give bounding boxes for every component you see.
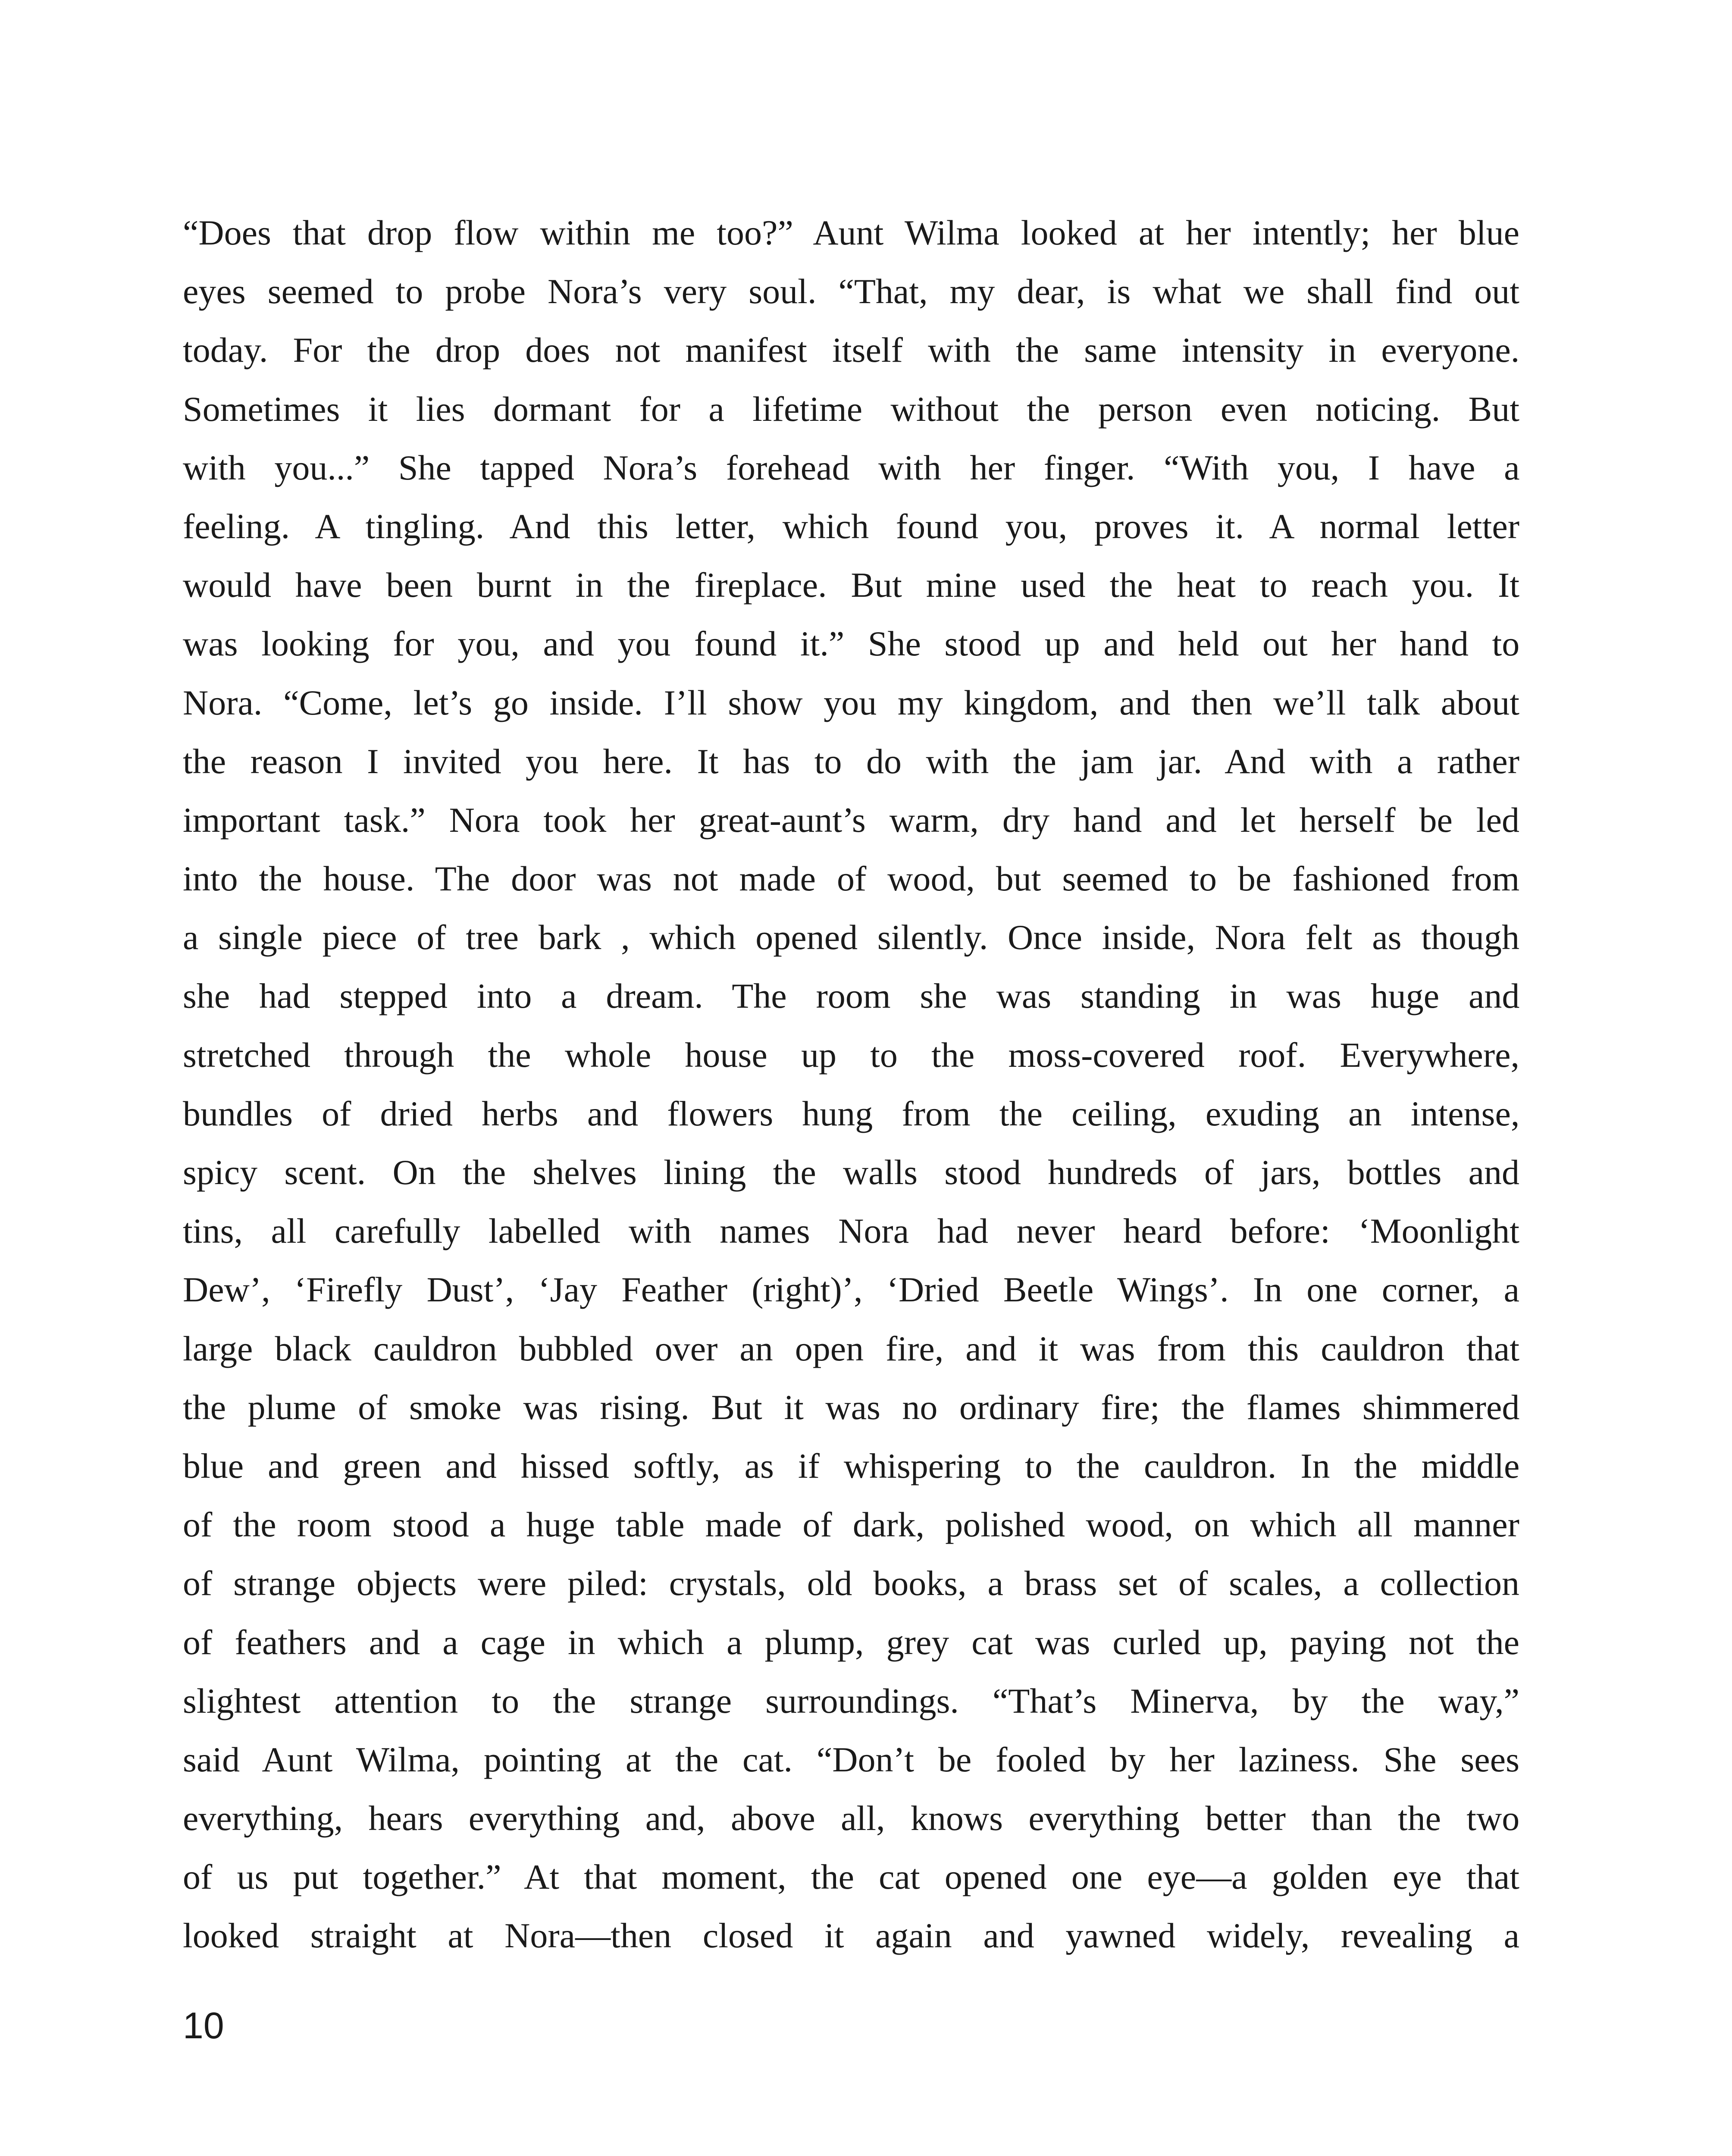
text-line: tins, all carefully labelled with names Nora had never heard before: ‘Moonlight bbox=[183, 1211, 1519, 1251]
text-line: stretched through the whole house up to the moss-covered roof. Everywhere, bbox=[183, 1035, 1520, 1075]
text-line: eyes seemed to probe Nora’s very soul. “That, my dear, is what we shall find out bbox=[183, 272, 1519, 311]
text-line: looked straight at Nora—then closed it again and yawned widely, revealing a bbox=[183, 1916, 1519, 1955]
text-line: Dew’, ‘Firefly Dust’, ‘Jay Feather (right)’, ‘Dried Beetle Wings’. In one corner, a bbox=[183, 1270, 1519, 1310]
text-line: blue and green and hissed softly, as if whispering to the cauldron. In the middle bbox=[183, 1446, 1520, 1485]
text-line: bundles of dried herbs and flowers hung from the ceiling, exuding an intense, bbox=[183, 1094, 1520, 1133]
text-line: of the room stood a huge table made of dark, polished wood, on which all manner bbox=[183, 1505, 1519, 1545]
text-line: a single piece of tree bark , which opened silently. Once inside, Nora felt as though bbox=[183, 918, 1519, 957]
text-line: of feathers and a cage in which a plump, grey cat was curled up, paying not the bbox=[183, 1622, 1519, 1662]
text-line: slightest attention to the strange surroundings. “That’s Minerva, by the way,” bbox=[183, 1681, 1519, 1720]
text-line: Sometimes it lies dormant for a lifetime without the person even noticing. But bbox=[183, 389, 1520, 429]
text-line: the plume of smoke was rising. But it was no ordinary fire; the flames shimmered bbox=[183, 1387, 1520, 1427]
text-line: of us put together.” At that moment, the cat opened one eye—a golden eye that bbox=[183, 1857, 1519, 1897]
text-line: large black cauldron bubbled over an open fire, and it was from this cauldron that bbox=[183, 1329, 1520, 1368]
text-line: everything, hears everything and, above all, knows everything better than the two bbox=[183, 1799, 1520, 1838]
text-line: today. For the drop does not manifest itself with the same intensity in everyone. bbox=[183, 330, 1520, 370]
text-line: important task.” Nora took her great-aunt’s warm, dry hand and let herself be led bbox=[183, 800, 1519, 840]
text-line: with you...” She tapped Nora’s forehead with her finger. “With you, I have a bbox=[183, 448, 1520, 487]
text-line: feeling. A tingling. And this letter, which found you, proves it. A normal letter bbox=[183, 506, 1520, 546]
text-line: “Does that drop flow within me too?” Aunt Wilma looked at her intently; her blue bbox=[183, 213, 1519, 252]
text-line: would have been burnt in the fireplace. But mine used the heat to reach you. It bbox=[183, 565, 1519, 605]
page-number: 10 bbox=[183, 2005, 224, 2046]
text-line: spicy scent. On the shelves lining the walls stood hundreds of jars, bottles and bbox=[183, 1153, 1519, 1192]
text-line: into the house. The door was not made of wood, but seemed to be fashioned from bbox=[183, 859, 1520, 899]
body-text bbox=[183, 204, 1519, 1965]
text-line: Nora. “Come, let’s go inside. I’ll show you my kingdom, and then we’ll talk about bbox=[183, 683, 1519, 722]
text-line: of strange objects were piled: crystals, old books, a brass set of scales, a collection bbox=[183, 1564, 1519, 1603]
text-line: was looking for you, and you found it.” She stood up and held out her hand to bbox=[183, 624, 1520, 664]
text-line: said Aunt Wilma, pointing at the cat. “Don’t be fooled by her laziness. She sees bbox=[183, 1739, 1519, 1779]
text-line: she had stepped into a dream. The room she was standing in was huge and bbox=[183, 976, 1520, 1016]
text-line: the reason I invited you here. It has to do with the jam jar. And with a rather bbox=[183, 741, 1519, 781]
